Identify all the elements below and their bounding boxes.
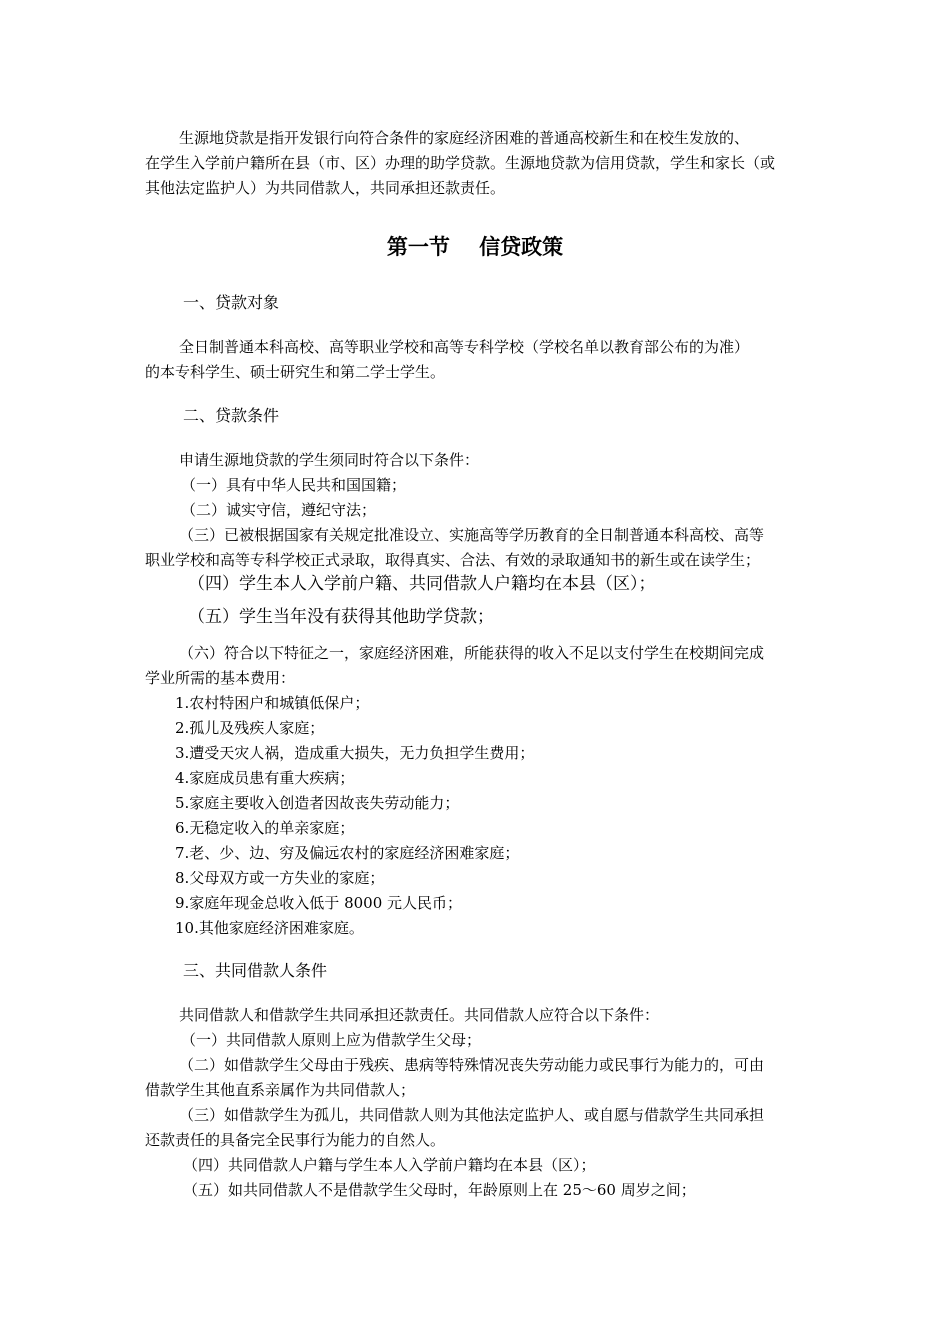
heading-loan-conditions: 二、贷款条件 bbox=[183, 406, 280, 425]
paragraph-line: 共同借款人和借款学生共同承担还款责任。共同借款人应符合以下条件： bbox=[179, 1006, 660, 1024]
list-item: 2.孤儿及残疾人家庭； bbox=[175, 719, 325, 737]
list-item: 3.遭受天灾人祸，造成重大损失，无力负担学生费用； bbox=[175, 744, 535, 762]
list-item: 5.家庭主要收入创造者因故丧失劳动能力； bbox=[175, 794, 460, 812]
condition-item: （一）共同借款人原则上应为借款学生父母； bbox=[181, 1031, 482, 1049]
condition-item: （二）如借款学生父母由于残疾、患病等特殊情况丧失劳动能力或民事行为能力的，可由 bbox=[179, 1056, 765, 1074]
list-item: 9.家庭年现金总收入低于 8000 元人民币； bbox=[175, 894, 463, 912]
list-item: 1.农村特困户和城镇低保户； bbox=[175, 694, 370, 712]
heading-co-borrower-conditions: 三、共同借款人条件 bbox=[183, 961, 328, 980]
paragraph-line: 申请生源地贷款的学生须同时符合以下条件： bbox=[179, 451, 480, 469]
list-item: 8.父母双方或一方失业的家庭； bbox=[175, 869, 385, 887]
condition-item: （四）共同借款人户籍与学生本人入学前户籍均在本县（区）； bbox=[183, 1156, 596, 1174]
list-item: 10.其他家庭经济困难家庭。 bbox=[175, 919, 364, 937]
condition-item: 借款学生其他直系亲属作为共同借款人； bbox=[145, 1081, 416, 1099]
condition-item: 还款责任的具备完全民事行为能力的自然人。 bbox=[145, 1131, 446, 1149]
intro-line-2: 在学生入学前户籍所在县（市、区）办理的助学贷款。生源地贷款为信用贷款，学生和家长（或 bbox=[145, 154, 776, 172]
condition-item: （二）诚实守信，遵纪守法； bbox=[181, 501, 377, 519]
condition-item: （六）符合以下特征之一，家庭经济困难，所能获得的收入不足以支付学生在校期间完成 bbox=[179, 644, 765, 662]
heading-loan-target: 一、贷款对象 bbox=[183, 293, 280, 312]
list-item: 4.家庭成员患有重大疾病； bbox=[175, 769, 355, 787]
condition-item: （三）如借款学生为孤儿，共同借款人则为其他法定监护人、或自愿与借款学生共同承担 bbox=[179, 1106, 765, 1124]
condition-item: （五）如共同借款人不是借款学生父母时，年龄原则上在 25～60 周岁之间； bbox=[183, 1181, 696, 1199]
condition-item: （三）已被根据国家有关规定批准设立、实施高等学历教育的全日制普通本科高校、高等 bbox=[179, 526, 765, 544]
section-title: 第一节 信贷政策 bbox=[386, 235, 564, 259]
condition-item: （四）学生本人入学前户籍、共同借款人户籍均在本县（区）； bbox=[188, 574, 656, 594]
list-item: 6.无稳定收入的单亲家庭； bbox=[175, 819, 355, 837]
intro-line-1: 生源地贷款是指开发银行向符合条件的家庭经济困难的普通高校新生和在校生发放的、 bbox=[179, 129, 750, 147]
condition-item: （一）具有中华人民共和国国籍； bbox=[181, 476, 407, 494]
condition-item: （五）学生当年没有获得其他助学贷款； bbox=[188, 607, 494, 627]
condition-item: 学业所需的基本费用： bbox=[145, 669, 296, 687]
intro-line-3: 其他法定监护人）为共同借款人，共同承担还款责任。 bbox=[145, 179, 506, 197]
paragraph-line: 全日制普通本科高校、高等职业学校和高等专科学校（学校名单以教育部公布的为准） bbox=[179, 338, 750, 356]
list-item: 7.老、少、边、穷及偏远农村的家庭经济困难家庭； bbox=[175, 844, 520, 862]
paragraph-line: 的本专科学生、硕士研究生和第二学士学生。 bbox=[145, 363, 446, 381]
condition-item: 职业学校和高等专科学校正式录取，取得真实、合法、有效的录取通知书的新生或在读学生； bbox=[145, 551, 761, 569]
